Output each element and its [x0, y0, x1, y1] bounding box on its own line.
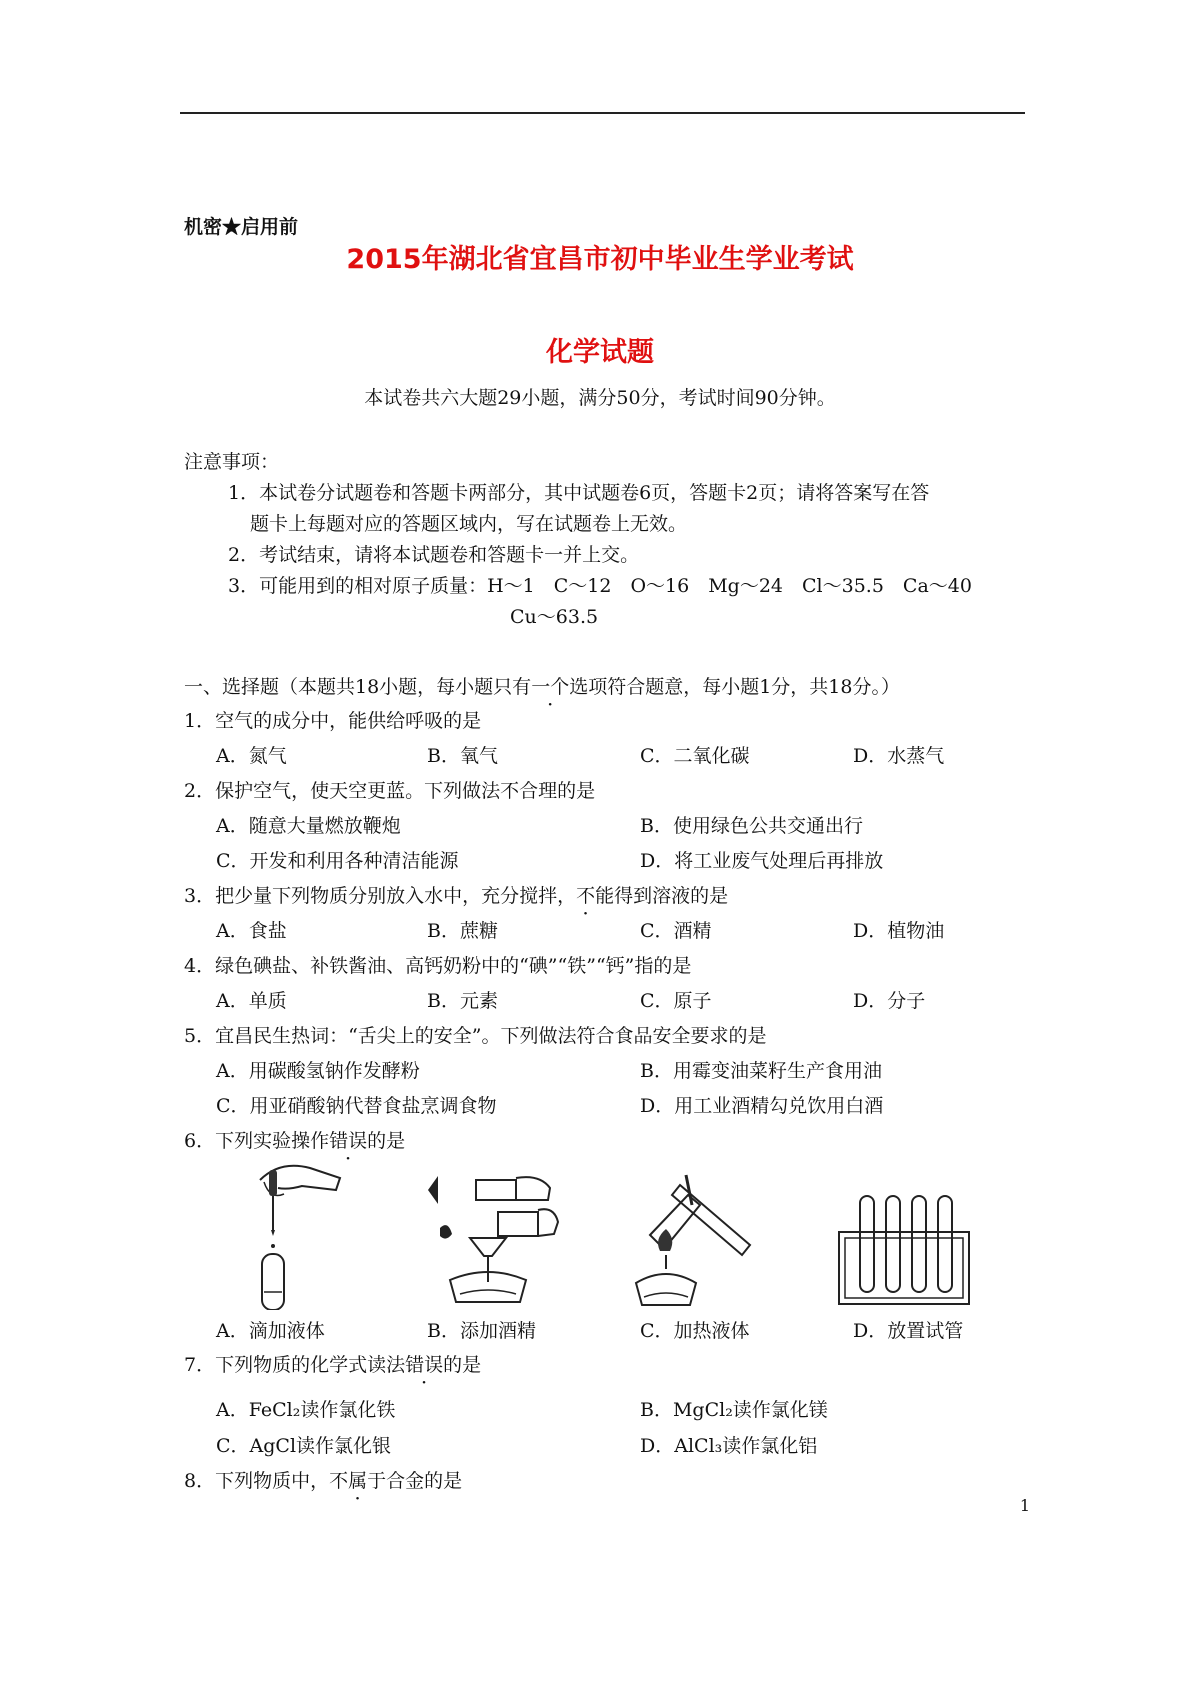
q1-option-a: A．氮气 — [216, 745, 287, 767]
section-1-text-end: 选项符合题意，每小题1分，共18分。） — [569, 676, 900, 698]
q7-option-c: C．AgCl读作氯化银 — [216, 1435, 392, 1457]
exam-title: 2015年湖北省宜昌市初中毕业生学业考试 — [346, 244, 854, 275]
q3-option-b: B．蔗糖 — [427, 920, 498, 942]
figure-adding-alcohol — [420, 1170, 560, 1310]
note-3-line-2: Cu～63.5 — [510, 606, 599, 628]
q1-stem: 1．空气的成分中，能供给呼吸的是 — [184, 710, 482, 732]
q3-option-a: A．食盐 — [216, 920, 287, 942]
confidential-label: 机密★启用前 — [184, 216, 299, 238]
q2-stem — [184, 773, 595, 809]
exam-subtitle: 化学试题 — [546, 337, 654, 368]
q6-option-b: B．添加酒精 — [427, 1320, 536, 1342]
q6-stem-text: 6．下列实验操作 — [184, 1130, 330, 1152]
q7-emphasis: 错误 — [405, 1354, 444, 1376]
note-3-line-1: 3．可能用到的相对原子质量：H～1 C～12 O～16 Mg～24 Cl～35.5 Ca～40 — [228, 575, 972, 597]
q5-option-d: D．用工业酒精勾兑饮用白酒 — [640, 1095, 884, 1117]
q8-stem-end: 合金的是 — [386, 1470, 463, 1492]
q7-option-a: A．FeCl₂读作氯化铁 — [216, 1399, 396, 1421]
q6-emphasis: 错误 — [329, 1130, 368, 1152]
note-1-line-2: 题卡上每题对应的答题区域内，写在试题卷上无效。 — [250, 513, 688, 535]
section-1-emphasis: 一个 — [531, 676, 570, 698]
q8-stem — [184, 1463, 462, 1499]
q8-emphasis: 不属于 — [329, 1470, 387, 1492]
q2-emphasis: 不合理 — [500, 780, 558, 802]
exam-info: 本试卷共六大题29小题，满分50分，考试时间90分钟。 — [364, 387, 836, 409]
q3-stem — [184, 878, 728, 914]
q2-option-a: A．随意大量燃放鞭炮 — [216, 815, 401, 837]
section-1-heading — [184, 669, 900, 705]
q2-option-d: D．将工业废气处理后再排放 — [640, 850, 884, 872]
q6-option-c: C．加热液体 — [640, 1320, 750, 1342]
q4-option-b: B．元素 — [427, 990, 498, 1012]
q7-stem — [184, 1347, 481, 1383]
q1-option-d: D．水蒸气 — [853, 745, 945, 767]
q2-option-b: B．使用绿色公共交通出行 — [640, 815, 863, 837]
notes-heading: 注意事项： — [184, 451, 280, 473]
header-rule — [180, 112, 1025, 114]
q7-stem-end: 的是 — [443, 1354, 482, 1376]
figure-heating-liquid — [630, 1165, 760, 1310]
page-number: 1 — [1019, 1496, 1030, 1515]
q3-stem-end: 能得到溶液的是 — [595, 885, 729, 907]
note-1-line-1: 1．本试卷分试题卷和答题卡两部分，其中试题卷6页，答题卡2页；请将答案写在答 — [228, 482, 930, 504]
q4-option-c: C．原子 — [640, 990, 712, 1012]
q4-option-a: A．单质 — [216, 990, 287, 1012]
figure-dropping-liquid — [240, 1160, 350, 1310]
q2-stem-text: 2．保护空气，使天空更蓝。下列做法 — [184, 780, 501, 802]
q5-stem: 5．宜昌民生热词：“舌尖上的安全”。下列做法符合食品安全要求的是 — [184, 1025, 767, 1047]
q6-option-a: A．滴加液体 — [216, 1320, 325, 1342]
q5-option-b: B．用霉变油菜籽生产食用油 — [640, 1060, 882, 1082]
q6-option-d: D．放置试管 — [853, 1320, 964, 1342]
q5-option-c: C．用亚硝酸钠代替食盐烹调食物 — [216, 1095, 497, 1117]
q7-option-d: D．AlCl₃读作氯化铝 — [640, 1435, 818, 1457]
q6-stem-end: 的是 — [367, 1130, 406, 1152]
q2-stem-end: 的是 — [557, 780, 596, 802]
figure-test-tube-rack — [835, 1192, 975, 1307]
q4-stem: 4．绿色碘盐、补铁酱油、高钙奶粉中的“碘”“铁”“钙”指的是 — [184, 955, 692, 977]
q2-option-c: C．开发和利用各种清洁能源 — [216, 850, 459, 872]
note-2: 2．考试结束，请将本试题卷和答题卡一并上交。 — [228, 544, 640, 566]
q4-option-d: D．分子 — [853, 990, 926, 1012]
q1-option-c: C．二氧化碳 — [640, 745, 750, 767]
q5-option-a: A．用碳酸氢钠作发酵粉 — [216, 1060, 420, 1082]
q3-option-d: D．植物油 — [853, 920, 945, 942]
q8-stem-text: 8．下列物质中， — [184, 1470, 330, 1492]
q3-stem-text: 3．把少量下列物质分别放入水中，充分搅拌， — [184, 885, 577, 907]
section-1-text: 一、选择题（本题共18小题，每小题只有 — [184, 676, 532, 698]
q7-option-b: B．MgCl₂读作氯化镁 — [640, 1399, 828, 1421]
q3-emphasis: 不 — [576, 885, 596, 907]
q7-stem-text: 7．下列物质的化学式读法 — [184, 1354, 406, 1376]
q6-stem — [184, 1123, 405, 1159]
q1-option-b: B．氧气 — [427, 745, 498, 767]
q3-option-c: C．酒精 — [640, 920, 712, 942]
